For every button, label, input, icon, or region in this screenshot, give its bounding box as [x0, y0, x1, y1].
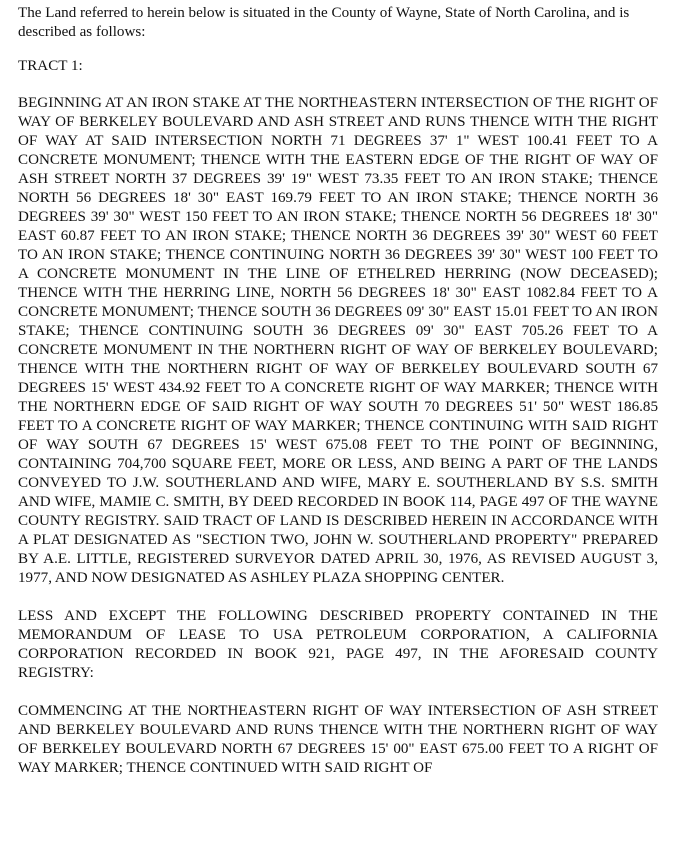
tract-description-paragraph: BEGINNING AT AN IRON STAKE AT THE NORTHEASTERN INTERSECTION OF THE RIGHT OF WAY OF BERKELEY BOULEVARD AND ASH STREET AND RUNS THENCE WITH THE RIGHT OF WAY AT SAID INTERSECTION NORTH 71 DEGREES 37' 1" WEST 100.41 FEET TO A CONCRETE MONUMENT; THENCE WITH THE EASTERN EDGE OF THE RIGHT OF WAY OF ASH STREET NORTH 37 DEGREES 39' 19" WEST 73.35 FEET TO AN IRON STAKE; THENCE NORTH 56 DEGREES 18' 30" EAST 169.79 FEET TO AN IRON STAKE; THENCE NORTH 36 DEGREES 39' 30" WEST 150 FEET TO AN IRON STAKE; THENCE NORTH 56 DEGREES 18' 30" EAST 60.87 FEET TO AN IRON STAKE; THENCE NORTH 36 DEGREES 39' 30" WEST 60 FEET TO AN IRON STAKE; THENCE CONTINUING NORTH 36 DEGREES 39' 30" WEST 100 FEET TO A CONCRETE MONUMENT IN THE LINE OF ETHELRED HERRING (NOW DECEASED); THENCE WITH THE HERRING LINE, NORTH 56 DEGREES 18' 30" EAST 1082.84 FEET TO A CONCRETE MONUMENT; THENCE SOUTH 36 DEGREES 09' 30" EAST 15.01 FEET TO AN IRON STAKE; THENCE CONTINUING SOUTH 36 DEGREES 09' 30" EAST 705.26 FEET TO A CONCRETE MONUMENT IN THE NORTHERN RIGHT OF WAY OF BERKELEY BOULEVARD; THENCE WITH THE NORTHERN RIGHT OF WAY OF BERKELEY BOULEVARD SOUTH 67 DEGREES 15' WEST 434.92 FEET TO A CONCRETE RIGHT OF WAY MARKER; THENCE WITH THE NORTHERN EDGE OF SAID RIGHT OF WAY SOUTH 70 DEGREES 51' 50" WEST 186.85 FEET TO A CONCRETE RIGHT OF WAY MARKER; THENCE CONTINUING WITH SAID RIGHT OF WAY SOUTH 67 DEGREES 15' WEST 675.08 FEET TO THE POINT OF BEGINNING, CONTAINING 704,700 SQUARE FEET, MORE OR LESS, AND BEING A PART OF THE LANDS CONVEYED TO J.W. SOUTHERLAND AND WIFE, MARY E. SOUTHERLAND BY S.S. SMITH AND WIFE, MAMIE C. SMITH, BY DEED RECORDED IN BOOK 114, PAGE 497 OF THE WAYNE COUNTY REGISTRY. SAID TRACT OF LAND IS DESCRIBED HEREIN IN ACCORDANCE WITH A PLAT DESIGNATED AS "SECTION TWO, JOHN W. SOUTHERLAND PROPERTY" PREPARED BY A.E. LITTLE, REGISTERED SURVEYOR DATED APRIL 30, 1976, AS REVISED AUGUST 3, 1977, AND NOW DESIGNATED AS ASHLEY PLAZA SHOPPING CENTER. — [18, 95, 658, 586]
intro-paragraph: The Land referred to herein below is situated in the County of Wayne, State of North Carolina, and is described as follows: — [18, 5, 630, 40]
document-page — [18, 4, 658, 778]
less-and-except-paragraph: LESS AND EXCEPT THE FOLLOWING DESCRIBED PROPERTY CONTAINED IN THE MEMORANDUM OF LEASE TO USA PETROLEUM CORPORATION, A CALIFORNIA CORPORATION RECORDED IN BOOK 921, PAGE 497, IN THE AFORESAID COUNTY REGISTRY: — [18, 608, 658, 681]
tract-heading: TRACT 1: — [18, 58, 83, 74]
commencing-paragraph: COMMENCING AT THE NORTHEASTERN RIGHT OF WAY INTERSECTION OF ASH STREET AND BERKELEY BOULEVARD AND RUNS THENCE WITH THE NORTHERN RIGHT OF WAY OF BERKELEY BOULEVARD NORTH 67 DEGREES 15' 00" EAST 675.00 FEET TO A RIGHT OF WAY MARKER; THENCE CONTINUED WITH SAID RIGHT OF — [18, 703, 658, 776]
